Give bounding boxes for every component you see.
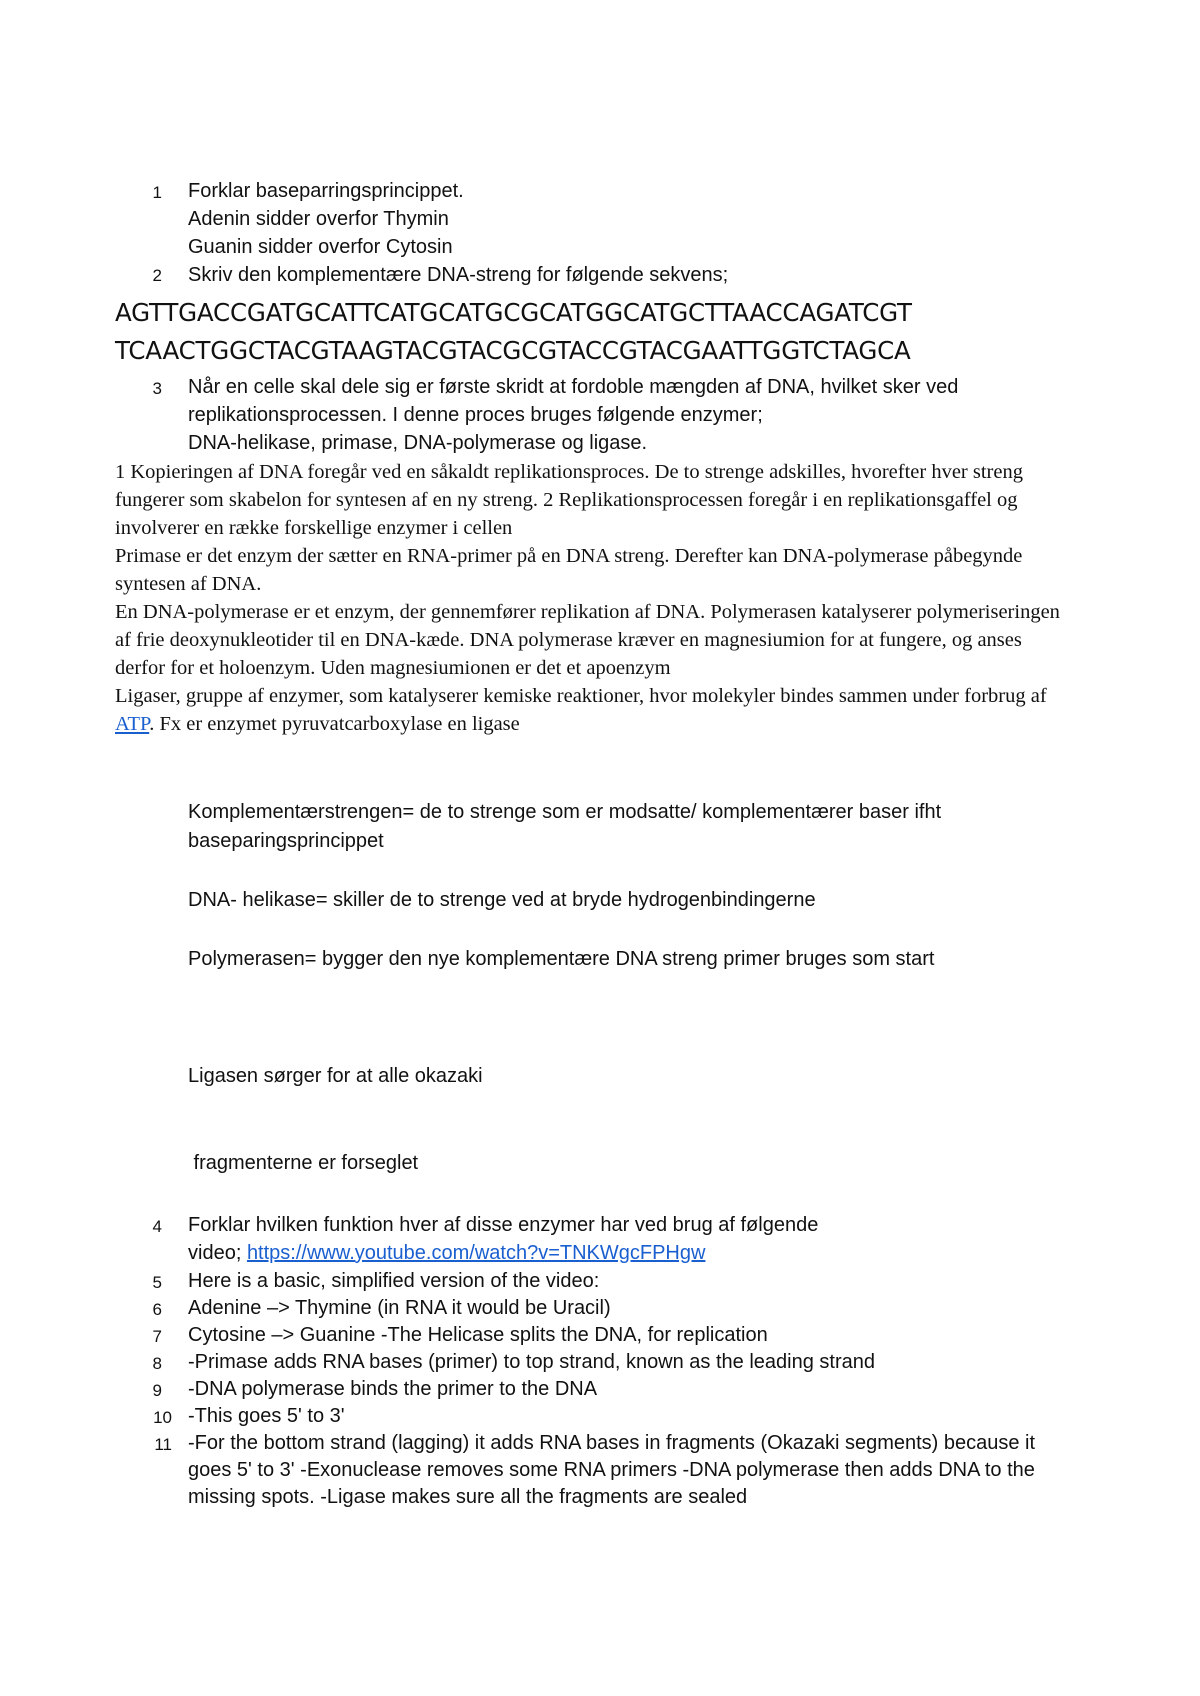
youtube-link[interactable]: https://www.youtube.com/watch?v=TNKWgcFPHgw	[246, 1242, 706, 1264]
list-number: 5	[152, 1273, 162, 1292]
list-item-text: -Primase adds RNA bases (primer) to top strand, known as the leading strand	[188, 1351, 875, 1373]
list-item-text: goes 5' to 3' -Exonuclease removes some RNA primers -DNA polymerase then adds DNA to the	[188, 1459, 1035, 1481]
list-number: 9	[152, 1381, 162, 1400]
list-number: 7	[152, 1327, 162, 1346]
definition-text: DNA- helikase= skiller de to strenge ved at bryde hydrogenbindingerne	[188, 889, 816, 911]
list-number: 3	[152, 379, 162, 398]
list-item-text: Cytosine –> Guanine -The Helicase splits the DNA, for replication	[188, 1324, 768, 1346]
list-number: 6	[152, 1300, 162, 1319]
list-number: 11	[154, 1435, 172, 1454]
list-number: 10	[153, 1408, 172, 1427]
answer-paragraph: 1 Kopieringen af DNA foregår ved en såkaldt replikationsproces. De to strenge adskilles, hvorefter hver streng fungerer som skabelon for syntesen af en ny streng. 2 Replikationsprocessen foregår i en replikationsgaffel og involverer en række forskellige enzymer i cellen	[115, 461, 1023, 539]
question-3-line-3: DNA-helikase, primase, DNA-polymerase og ligase.	[188, 432, 648, 454]
list-item-text: -For the bottom strand (lagging) it adds RNA bases in fragments (Okazaki segments) because it	[188, 1432, 1036, 1454]
definition-helicase	[188, 886, 816, 915]
answer-text: . Fx er enzymet pyruvatcarboxylase en ligase	[149, 713, 520, 735]
definition-ligase	[188, 1004, 483, 1236]
atp-link[interactable]: ATP	[115, 713, 150, 735]
definition-text: Polymerasen= bygger den nye komplementære DNA streng primer bruges som start	[188, 948, 935, 970]
definition-text: Ligasen sørger for at alle okazaki	[188, 1065, 483, 1087]
list-number: 2	[152, 266, 162, 285]
question-3-line-1: Når en celle skal dele sig er første skridt at fordoble mængden af DNA, hvilket sker ved	[188, 376, 959, 398]
answer-paragraph: En DNA-polymerase er et enzym, der gennemfører replikation af DNA. Polymerasen katalyserer polymeriseringen af frie deoxynukleotider til en DNA-kæde. DNA polymerase kræver en magnesiumion for at fungere, og anses derfor for et holoenzym. Uden magnesiumionen er det et apoenzym	[115, 601, 1060, 679]
definition-text: Komplementærstrengen= de to strenge som er modsatte/ komplementærer baser ifht baseparingsprincippet	[188, 801, 942, 852]
definition-complementary-strand	[188, 798, 1068, 856]
question-1-title: Forklar baseparringsprincippet.	[188, 180, 464, 202]
question-1-line-b: Guanin sidder overfor Cytosin	[188, 236, 453, 258]
question-4-line-1: Forklar hvilken funktion hver af disse enzymer har ved brug af følgende	[188, 1214, 819, 1236]
answer-paragraph	[115, 682, 1075, 738]
dna-strand-complementary: TCAACTGGCTACGTAAGTACGTACGCGTACCGTACGAATTGGTCTAGCA	[115, 336, 911, 365]
list-item-text: missing spots. -Ligase makes sure all the fragments are sealed	[188, 1486, 748, 1508]
list-number: 4	[152, 1217, 162, 1236]
definition-polymerase	[188, 945, 934, 974]
list-number: 8	[152, 1354, 162, 1373]
list-item-text: -DNA polymerase binds the primer to the DNA	[188, 1378, 598, 1400]
answer-text: Ligaser, gruppe af enzymer, som katalyserer kemiske reaktioner, hvor molekyler bindes sammen under forbrug af	[115, 685, 1047, 707]
dna-strand-original: AGTTGACCGATGCATTCATGCATGCGCATGGCATGCTTAACCAGATCGT	[115, 298, 912, 327]
list-item-text: Adenine –> Thymine (in RNA it would be Uracil)	[188, 1297, 611, 1319]
question-3-line-2: replikationsprocessen. I denne proces bruges følgende enzymer;	[188, 404, 763, 426]
definition-text: fragmenterne er forseglet	[188, 1152, 419, 1174]
answer-paragraph: Primase er det enzym der sætter en RNA-primer på en DNA streng. Derefter kan DNA-polymerase påbegynde syntesen af DNA.	[115, 545, 1023, 595]
question-2-title: Skriv den komplementære DNA-streng for følgende sekvens;	[188, 264, 729, 286]
answer-body	[115, 458, 1075, 738]
list-item-text: -This goes 5' to 3'	[188, 1405, 345, 1427]
question-4-prefix: video;	[188, 1242, 247, 1264]
question-1-line-a: Adenin sidder overfor Thymin	[188, 208, 449, 230]
question-4-line-2	[188, 1240, 705, 1266]
list-item-text: Here is a basic, simplified version of the video:	[188, 1270, 600, 1292]
list-number: 1	[152, 183, 162, 202]
